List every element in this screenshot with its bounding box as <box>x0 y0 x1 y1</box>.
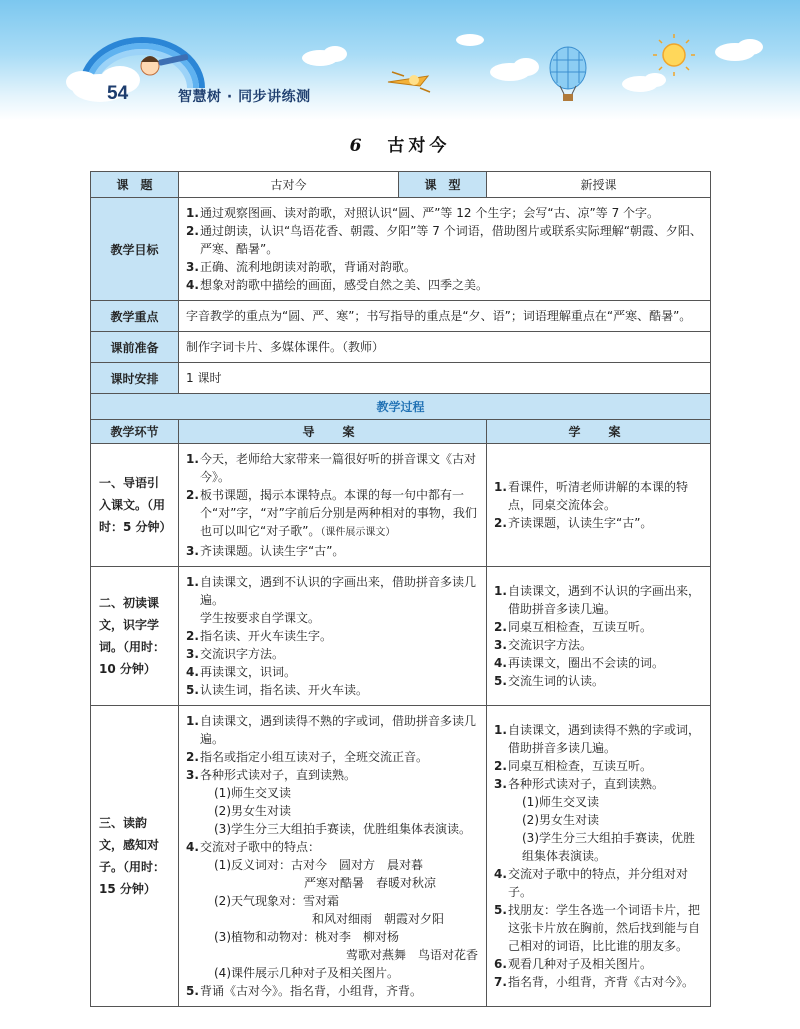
study-item: (3)学生分三大组拍手赛读，优胜组集体表演读。 <box>522 831 695 863</box>
process-header-row <box>91 420 711 444</box>
guide-item: 2. 指名读、开火车读生字。 <box>186 629 333 643</box>
goal-item: 2. 通过朗读，认识“鸟语花香、朝霞、夕阳”等 7 个词语，借助图片或联系实际理解“朝霞、夕阳、严寒、酷暑”。 <box>186 224 702 256</box>
guide-item: 5. 背诵《古对今》。指名背，小组背，齐背。 <box>186 984 423 998</box>
study-item: 1. 看课件，听清老师讲解的本课的特点，同桌交流体会。 <box>494 480 689 512</box>
guide-item: 严寒对酷暑 春暖对秋凉 <box>304 876 437 890</box>
study-cell <box>487 706 711 1007</box>
guide-column-header: 导 案 <box>179 420 487 444</box>
study-item: 3. 各种形式读对子，直到读熟。 <box>494 777 665 791</box>
prep-value: 制作字词卡片、多媒体课件。（教师） <box>179 332 711 363</box>
airplane-icon <box>388 72 430 92</box>
lesson-plan-table <box>90 171 711 1007</box>
guide-item: (3)学生分三大组拍手赛读，优胜组集体表演读。 <box>214 822 471 836</box>
study-cell <box>487 444 711 567</box>
guide-item: 3. 各种形式读对子，直到读熟。 <box>186 768 357 782</box>
study-item: 5. 找朋友：学生各选一个词语卡片，把这张卡片放在胸前，然后找到能与自己相对的词语，比比谁的朋友多。 <box>494 903 701 953</box>
study-item: 1. 自读课文，遇到不认识的字画出来，借助拼音多读几遍。 <box>494 584 701 616</box>
lesson-name: 古对今 <box>387 136 451 156</box>
lesson-number: 6 <box>349 136 362 156</box>
stage-row <box>91 567 711 706</box>
study-item: (1)师生交叉读 <box>522 795 599 809</box>
study-item: 3. 交流识字方法。 <box>494 638 593 652</box>
guide-item: 1. 自读课文，遇到读得不熟的字或词，借助拼音多读几遍。 <box>186 714 477 746</box>
process-band <box>91 394 711 420</box>
stage-row <box>91 706 711 1007</box>
guide-item: (2)男女生对读 <box>214 804 291 818</box>
guide-item: 学生按要求自学课文。 <box>200 611 321 625</box>
prep-row <box>91 332 711 363</box>
type-value: 新授课 <box>487 172 711 198</box>
study-item: 5. 交流生词的认读。 <box>494 674 605 688</box>
hot-air-balloon-icon <box>550 47 586 101</box>
study-item: (2)男女生对读 <box>522 813 599 827</box>
process-band-label: 教学过程 <box>91 394 711 420</box>
study-item: 2. 齐读课题，认读生字“古”。 <box>494 516 653 530</box>
focus-label: 教学重点 <box>91 301 179 332</box>
hours-value: 1 课时 <box>179 363 711 394</box>
focus-row <box>91 301 711 332</box>
guide-item: (2)天气现象对：雪对霜 <box>214 894 339 908</box>
study-item: 6. 观看几种对子及相关图片。 <box>494 957 653 971</box>
sun-icon <box>653 34 695 76</box>
page-number: 54 <box>107 83 129 104</box>
guide-item: 4. 再读课文，识词。 <box>186 665 297 679</box>
guide-item: 2. 板书课题，揭示本课特点。本课的每一句中都有一个“对”字，“对”字前后分别是两种相对的事物，我们也可以叫它“对子歌”。（课件展示课文） <box>186 488 477 538</box>
guide-cell <box>179 567 487 706</box>
stage-name: 三、读韵文，感知对子。（用时：15 分钟） <box>91 706 179 1007</box>
goals-row <box>91 198 711 301</box>
goals-cell <box>179 198 711 301</box>
goals-label: 教学目标 <box>91 198 179 301</box>
goal-item: 3. 正确、流利地朗读对韵歌，背诵对韵歌。 <box>186 260 417 274</box>
study-cell <box>487 567 711 706</box>
guide-item: 和风对细雨 朝霞对夕阳 <box>312 912 445 926</box>
goal-item: 4. 想象对韵歌中描绘的画面，感受自然之美、四季之美。 <box>186 278 489 292</box>
series-title: 智慧树 · 同步讲练测 <box>178 89 311 105</box>
stage-column-header: 教学环节 <box>91 420 179 444</box>
guide-cell <box>179 444 487 567</box>
guide-item: 4. 交流对子歌中的特点： <box>186 840 321 854</box>
study-item: 4. 交流对子歌中的特点，并分组对对子。 <box>494 867 689 899</box>
type-label: 课 型 <box>399 172 487 198</box>
guide-item: 3. 交流识字方法。 <box>186 647 285 661</box>
guide-item: 1. 自读课文，遇到不认识的字画出来，借助拼音多读几遍。 <box>186 575 477 607</box>
guide-item: (3)植物和动物对：桃对李 柳对杨 <box>214 930 399 944</box>
course-value: 古对今 <box>179 172 399 198</box>
guide-item: (1)反义词对：古对今 圆对方 晨对暮 <box>214 858 423 872</box>
study-item: 4. 再读课文，圈出不会读的词。 <box>494 656 665 670</box>
guide-item: (4)课件展示几种对子及相关图片。 <box>214 966 399 980</box>
guide-item: 5. 认读生词，指名读、开火车读。 <box>186 683 369 697</box>
prep-label: 课前准备 <box>91 332 179 363</box>
focus-value: 字音教学的重点为“圆、严、寒”；书写指导的重点是“夕、语”；词语理解重点在“严寒、酷暑”。 <box>179 301 711 332</box>
stage-row <box>91 444 711 567</box>
course-label: 课 题 <box>91 172 179 198</box>
stage-name: 二、初读课文，识字学词。（用时：10 分钟） <box>91 567 179 706</box>
goal-item: 1. 通过观察图画、读对韵歌，对照认识“圆、严”等 12 个生字；会写“古、凉”等 7 个字。 <box>186 206 660 220</box>
study-column-header: 学 案 <box>487 420 711 444</box>
guide-item: 3. 齐读课题。认读生字“古”。 <box>186 544 345 558</box>
study-item: 2. 同桌互相检查，互读互听。 <box>494 620 653 634</box>
guide-item: 2. 指名或指定小组互读对子，全班交流正音。 <box>186 750 429 764</box>
study-item: 1. 自读课文，遇到读得不熟的字或词，借助拼音多读几遍。 <box>494 723 701 755</box>
lesson-title <box>0 131 800 156</box>
hours-row <box>91 363 711 394</box>
hours-label: 课时安排 <box>91 363 179 394</box>
study-item: 2. 同桌互相检查，互读互听。 <box>494 759 653 773</box>
study-item: 7. 指名背，小组背，齐背《古对今》。 <box>494 975 695 989</box>
stage-name: 一、导语引入课文。（用时：5 分钟） <box>91 444 179 567</box>
guide-cell <box>179 706 487 1007</box>
course-row <box>91 172 711 198</box>
guide-item: 1. 今天，老师给大家带来一篇很好听的拼音课文《古对今》。 <box>186 452 477 484</box>
guide-item: (1)师生交叉读 <box>214 786 291 800</box>
guide-item: 莺歌对燕舞 鸟语对花香 <box>346 948 479 962</box>
